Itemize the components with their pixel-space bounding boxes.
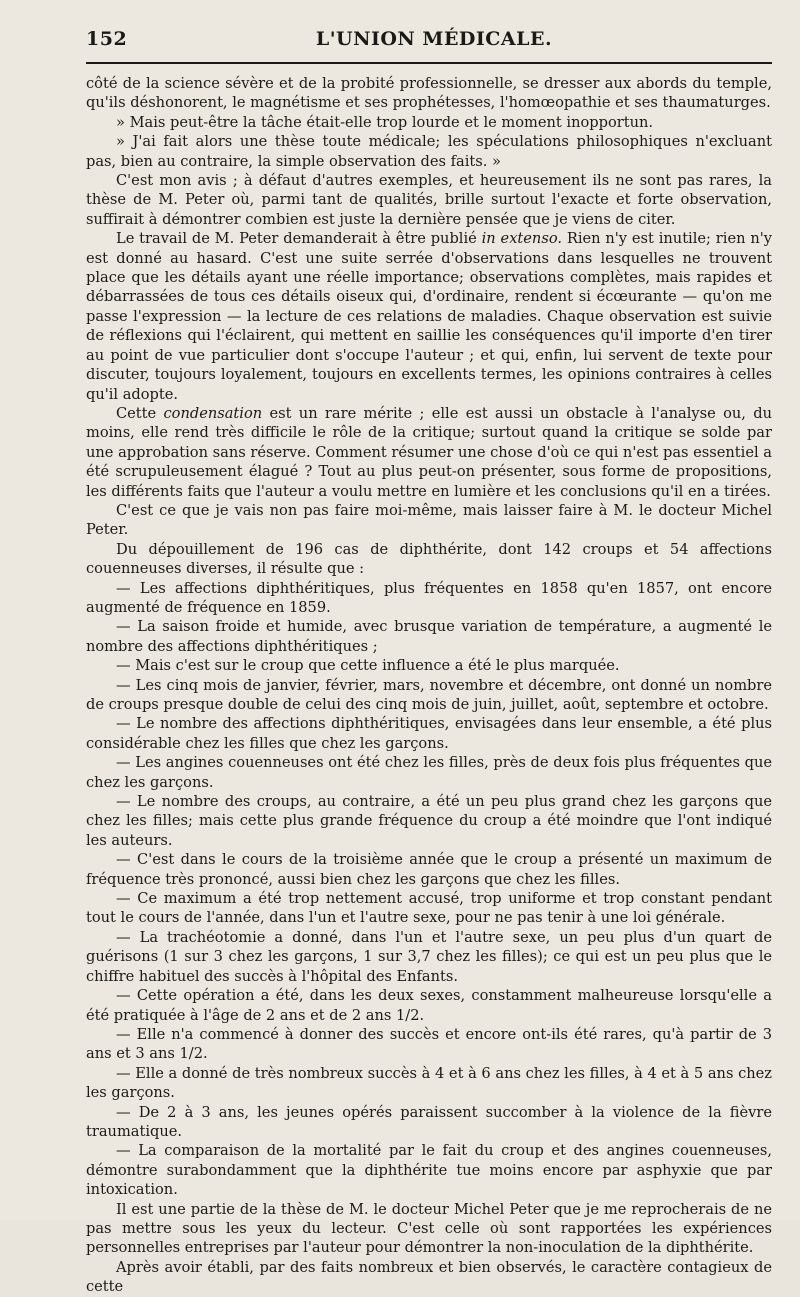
italic-phrase: in extenso. bbox=[481, 230, 562, 248]
paragraph: — Elle n'a commencé à donner des succès et encore ont-ils été rares, qu'à partir de 3 ans et 3 ans 1/2. bbox=[86, 1025, 772, 1063]
paragraph: — La trachéotomie a donné, dans l'un et l'autre sexe, un peu plus d'un quart de guérisons (1 sur 3 chez les garçons, 1 sur 3,7 chez les filles); ce qui est un peu plus que le chiffre habituel des succès à l'hôpital des Enfants. bbox=[86, 928, 772, 985]
paragraph: Cette condensation est un rare mérite ; elle est aussi un obstacle à l'analyse ou, du moins, elle rend très difficile le rôle de la critique; surtout quand la critique se solde par une approbation sans réserve. Comment résumer une chose d'où ce qui n'est pas essentiel a été scrupuleusement élagué ? Tout au plus peut-on présenter, sous forme de propositions, les différents faits que l'auteur a voulu mettre en lumière et les conclusions qu'il en a tirées. bbox=[86, 404, 772, 500]
paragraph: — C'est dans le cours de la troisième année que le croup a présenté un maximum de fréquence très prononcé, aussi bien chez les garçons que chez les filles. bbox=[86, 851, 772, 888]
paragraph: Il est une partie de la thèse de M. le docteur Michel Peter que je me reprocherais de ne pas mettre sous les yeux du lecteur. C'est celle où sont rapportées les expériences personnelles entreprises par l'auteur pour démontrer la non-inoculation de la diphthérite. bbox=[86, 1200, 772, 1257]
page-number: 152 bbox=[86, 28, 128, 50]
running-title: L'UNION MÉDICALE. bbox=[315, 28, 553, 50]
body-text bbox=[86, 74, 772, 1297]
paragraph: Après avoir établi, par des faits nombreux et bien observés, le caractère contagieux de cette bbox=[86, 1258, 772, 1296]
paragraph: — Les angines couenneuses ont été chez les filles, près de deux fois plus fréquentes que chez les garçons. bbox=[86, 754, 772, 791]
paragraph: — Les affections diphthéritiques, plus fréquentes en 1858 qu'en 1857, ont encore augmenté de fréquence en 1859. bbox=[86, 579, 772, 616]
paragraph: — Elle a donné de très nombreux succès à 4 et à 6 ans chez les filles, à 4 et à 5 ans chez les garçons. bbox=[86, 1064, 772, 1102]
header-rule bbox=[86, 62, 772, 64]
paragraph: — De 2 à 3 ans, les jeunes opérés paraissent succomber à la violence de la fièvre traumatique. bbox=[86, 1103, 772, 1140]
paragraph: Du dépouillement de 196 cas de diphthérite, dont 142 croups et 54 affections couenneuses diverses, il résulte que : bbox=[86, 540, 772, 578]
paragraph: — Le nombre des affections diphthéritiques, envisagées dans leur ensemble, a été plus considérable chez les filles que chez les garçons. bbox=[86, 715, 772, 752]
paragraph: — La saison froide et humide, avec brusque variation de température, a augmenté le nombre des affections diphthéritiques ; bbox=[86, 618, 772, 655]
paragraph: C'est mon avis ; à défaut d'autres exemples, et heureusement ils ne sont pas rares, la thèse de M. Peter où, parmi tant de qualités, brille surtout l'exacte et forte observation, suffirait à démontrer combien est juste la dernière pensée que je viens de citer. bbox=[86, 172, 772, 228]
paragraph: — Cette opération a été, dans les deux sexes, constamment malheureuse lorsqu'elle a été pratiquée à l'âge de 2 ans et de 2 ans 1/2. bbox=[86, 987, 772, 1024]
paragraph: C'est ce que je vais non pas faire moi-même, mais laisser faire à M. le docteur Michel Peter. bbox=[86, 501, 772, 539]
paragraph: » J'ai fait alors une thèse toute médicale; les spéculations philosophiques n'excluant pas, bien au contraire, la simple observation des faits. » bbox=[86, 133, 772, 170]
paragraph: côté de la science sévère et de la probité professionnelle, se dresser aux abords du temple, qu'ils déshonorent, le magnétisme et ses prophétesses, l'homœopathie et ses thaumaturges. bbox=[86, 75, 772, 112]
paragraph: — Ce maximum a été trop nettement accusé, trop uniforme et trop constant pendant tout le cours de l'année, dans l'un et l'autre sexe, pour ne pas tenir à une loi générale. bbox=[86, 890, 772, 927]
paragraph: — Le nombre des croups, au contraire, a été un peu plus grand chez les garçons que chez les filles; mais cette plus grande fréquence du croup a été moindre que l'ont indiqué les auteurs. bbox=[86, 793, 772, 849]
paragraph: — Mais c'est sur le croup que cette influence a été le plus marquée. bbox=[116, 657, 620, 675]
paragraph: » Mais peut-être la tâche était-elle trop lourde et le moment inopportun. bbox=[116, 113, 654, 131]
italic-phrase: condensation bbox=[163, 404, 263, 422]
paragraph: — Les cinq mois de janvier, février, mars, novembre et décembre, ont donné un nombre de croups presque double de celui des cinq mois de juin, juillet, août, septembre et octobre. bbox=[86, 676, 772, 713]
paragraph: Le travail de M. Peter demanderait à être publié in extenso. Rien n'y est inutile; rien n'y est donné au hasard. C'est une suite serrée d'observations dans lesquelles ne trouvent place que les détails ayant une réelle importance; observations complètes, mais rapides et débarrassées de tous ces détails oiseux qui, d'ordinaire, rendent si écœurante — qu'on me passe l'expression — la lecture de ces relations de maladies. Chaque observation est suivie de réflexions qui l'éclairent, qui mettent en saillie les conséquences qu'il importe d'en tirer au point de vue particulier dont s'occupe l'auteur ; et qui, enfin, lui servent de texte pour discuter, toujours loyalement, toujours en excellents termes, les opinions contraires à celles qu'il adopte. bbox=[86, 230, 772, 403]
paragraph: — La comparaison de la mortalité par le fait du croup et des angines couenneuses, démontre surabondamment que la diphthérite tue moins encore par asphyxie que par intoxication. bbox=[86, 1142, 772, 1199]
page-header bbox=[86, 28, 772, 58]
